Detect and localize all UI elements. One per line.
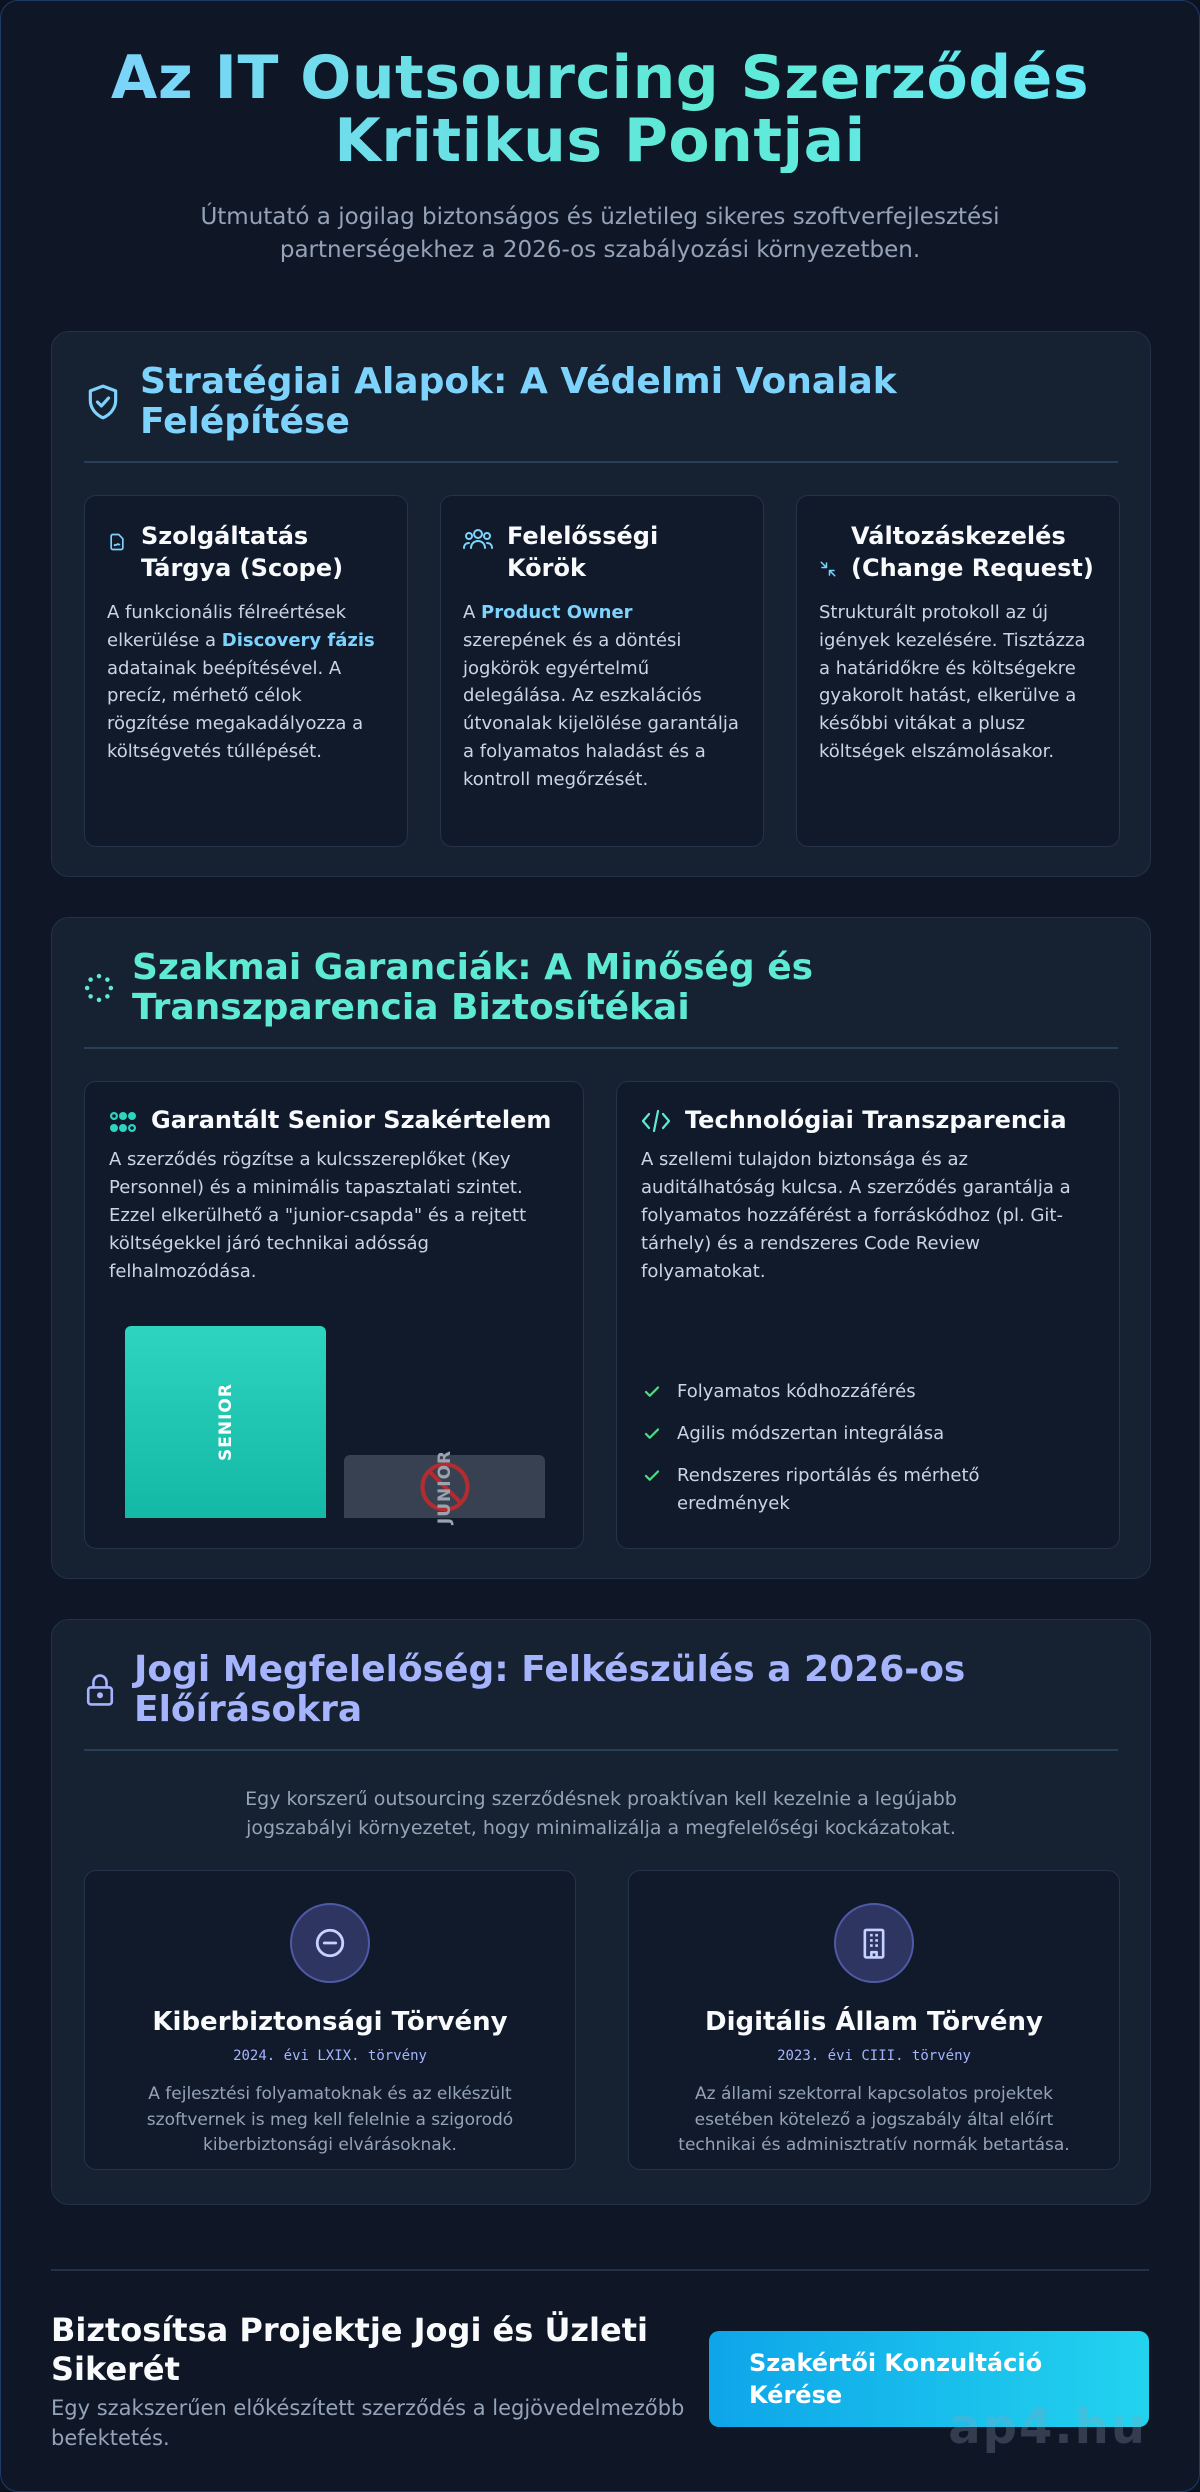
card-title-row xyxy=(819,520,1097,585)
arrows-compress-icon xyxy=(819,560,837,578)
law-text: A fejlesztési folyamatoknak és az elkészült szoftvernek is meg kell felelnie a szigorodó kiberbiztonsági elvárásoknak. xyxy=(146,2084,514,2156)
section-strategic-foundations xyxy=(51,331,1151,877)
highlight-term: Product Owner xyxy=(481,601,633,623)
card-title-row xyxy=(641,1104,1097,1136)
card-text: A szellemi tulajdon biztonsága és az auditálhatóság kulcsa. A szerződés garantálja a folyamatos hozzáférést a forráskódhoz (pl. Git-tárhely) és a rendszeres Code Review folyamatokat. xyxy=(641,1149,1071,1282)
senior-junior-chart xyxy=(125,1326,545,1524)
card-title: Garantált Senior Szakértelem xyxy=(151,1106,552,1134)
card-title: Változáskezelés (Change Request) xyxy=(851,522,1094,583)
card-scope xyxy=(84,495,408,847)
card-digital-state-law xyxy=(628,1870,1120,2170)
card-text xyxy=(463,599,741,794)
law-title: Kiberbiztonsági Törvény xyxy=(152,2007,508,2037)
section-header xyxy=(84,948,1118,1049)
card-tech-transparency xyxy=(616,1081,1120,1549)
card-title: Szolgáltatás Tárgya (Scope) xyxy=(141,522,344,583)
code-icon xyxy=(641,1108,671,1134)
law-icon-badge xyxy=(834,1903,914,1983)
footer-subtitle: Egy szakszerűen előkészített szerződés a legjövedelmezőbb befektetés. xyxy=(51,2396,685,2451)
law-code: 2023. évi CIII. törvény xyxy=(777,2048,971,2065)
check-list xyxy=(643,1378,1093,1532)
card-title-row xyxy=(107,520,385,585)
lock-icon xyxy=(84,1673,116,1707)
watermark: ap4.hu xyxy=(948,2399,1147,2455)
section-title: Stratégiai Alapok: A Védelmi Vonalak Felépítése xyxy=(140,361,897,443)
card-change-request xyxy=(796,495,1120,847)
page-subtitle: Útmutató a jogilag biztonságos és üzletileg sikeres szoftverfejlesztési partnerségekhez a 2026-os szabályozási környezetben. xyxy=(200,204,1000,264)
text-part: adatainak beépítésével. A precíz, mérhető célok rögzítése megakadályozza a költségvetés túllépését. xyxy=(107,657,364,763)
section-title: Szakmai Garanciák: A Minőség és Transzparencia Biztosítékai xyxy=(132,947,814,1029)
minus-circle-icon xyxy=(313,1926,347,1960)
law-code: 2024. évi LXIX. törvény xyxy=(233,2048,427,2065)
card-responsibilities xyxy=(440,495,764,847)
section-header xyxy=(84,1650,1118,1751)
card-text: Strukturált protokoll az új igények kezelésére. Tisztázza a határidőkre és költségekre gyakorolt hatást, elkerülve a későbbi vitákat a plusz költségek elszámolásakor. xyxy=(819,601,1086,763)
card-text: A szerződés rögzítse a kulcsszereplőket (Key Personnel) és a minimális tapasztalati szintet. Ezzel elkerülhető a "junior-csapda" és a rejtett költségekkel járó technikai adósság felhalmozódása. xyxy=(109,1149,527,1282)
footer-title: Biztosítsa Projektje Jogi és Üzleti Sikerét xyxy=(51,2311,648,2389)
law-title: Digitális Állam Törvény xyxy=(705,2007,1043,2037)
law-text: Az állami szektorral kapcsolatos projektek esetében kötelező a jogszabály által előírt technikai és adminisztratív normák betartása. xyxy=(678,2084,1070,2156)
section-intro: Egy korszerű outsourcing szerződésnek proaktívan kell kezelnie a legújabb jogszabályi környezetet, hogy minimalizálja a megfelelőségi kockázatokat. xyxy=(245,1787,957,1840)
users-icon xyxy=(463,528,493,550)
list-item-text: Rendszeres riportálás és mérhető eredmények xyxy=(677,1464,980,1514)
section-professional-guarantees xyxy=(51,917,1151,1579)
text-part: szerepének és a döntési jogkörök egyértelmű delegálása. Az eszkalációs útvonalak kijelölése garantálja a folyamatos haladást és a kontroll megőrzését. xyxy=(463,629,739,791)
bar-label-junior: JUNIOR xyxy=(434,1449,455,1524)
list-item xyxy=(643,1462,1093,1518)
law-icon-badge xyxy=(290,1903,370,1983)
list-item-text: Agilis módszertan integrálása xyxy=(677,1422,945,1444)
card-title: Felelősségi Körök xyxy=(507,522,659,583)
spinner-dots-icon xyxy=(84,973,114,1003)
shield-check-icon xyxy=(84,383,122,421)
page-title: Az IT Outsourcing Szerződés Kritikus Pontjai xyxy=(80,47,1120,173)
card-text xyxy=(107,599,385,766)
check-icon xyxy=(643,1425,661,1443)
list-item xyxy=(643,1378,1093,1406)
text-part: A funkcionális félreértések elkerülése a xyxy=(107,601,347,651)
list-item-text: Folyamatos kódhozzáférés xyxy=(677,1381,916,1402)
building-icon xyxy=(858,1926,890,1960)
card-title-row xyxy=(109,1104,561,1136)
section-legal-compliance xyxy=(51,1619,1151,2205)
team-icon xyxy=(109,1108,137,1136)
card-cybersecurity-law xyxy=(84,1870,576,2170)
file-signature-icon xyxy=(107,532,127,552)
card-senior-expertise xyxy=(84,1081,584,1549)
bar-label-senior: SENIOR xyxy=(215,1383,236,1461)
bar-junior xyxy=(344,1449,545,1524)
card-title: Technológiai Transzparencia xyxy=(685,1106,1067,1134)
check-icon xyxy=(643,1467,661,1485)
text-part: A xyxy=(463,601,482,623)
consultation-request-button[interactable]: Szakértői Konzultáció Kérése xyxy=(709,2331,1149,2427)
hero xyxy=(1,1,1199,268)
highlight-term: Discovery fázis xyxy=(221,629,375,651)
card-title-row xyxy=(463,520,741,585)
list-item xyxy=(643,1420,1093,1448)
bar-senior xyxy=(125,1326,326,1518)
section-title: Jogi Megfelelőség: Felkészülés a 2026-os Előírásokra xyxy=(134,1649,966,1731)
check-icon xyxy=(643,1383,661,1401)
section-header xyxy=(84,362,1118,463)
